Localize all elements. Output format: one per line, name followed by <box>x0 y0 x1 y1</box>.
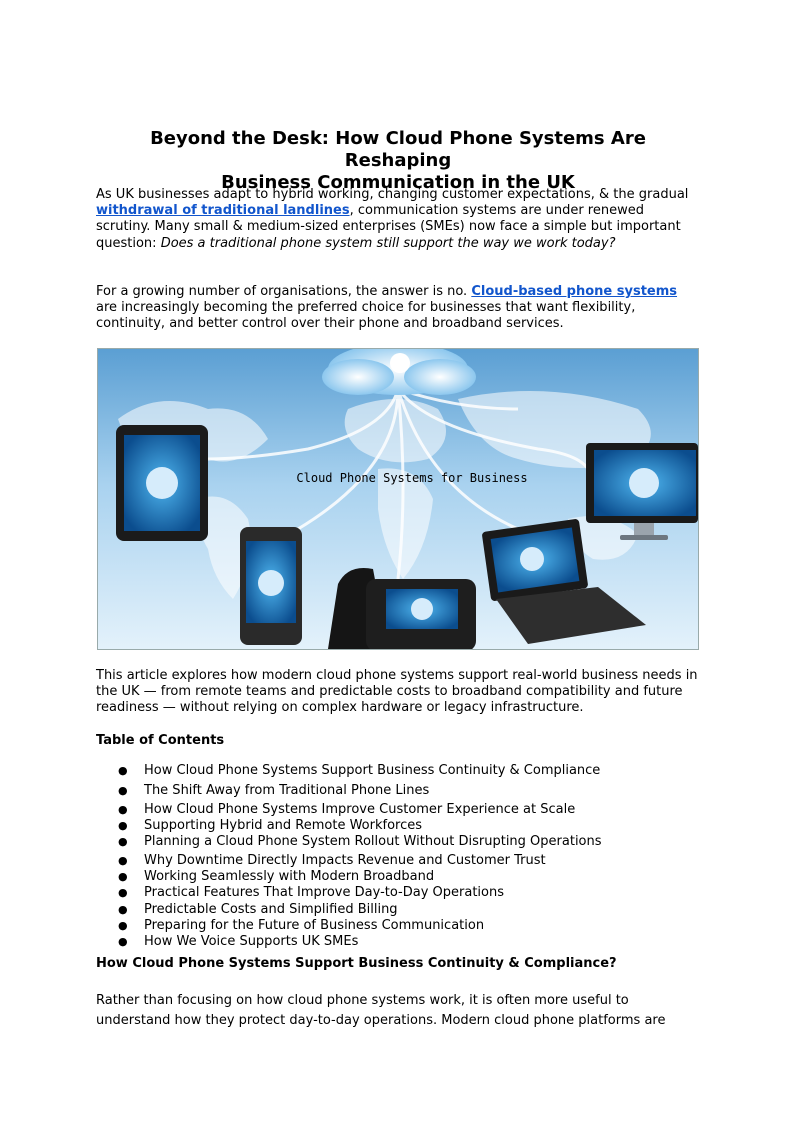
section-paragraph <box>96 991 700 1031</box>
bullet-icon: ● <box>118 886 128 899</box>
title-line-2: Business Communication in the UK <box>221 172 575 193</box>
toc-item-label: Practical Features That Improve Day-to-Day Operations <box>144 885 505 900</box>
toc-item-label: The Shift Away from Traditional Phone Lines <box>144 783 430 798</box>
bullet-icon: ● <box>118 870 128 883</box>
bullet-icon: ● <box>118 764 128 777</box>
bullet-icon: ● <box>118 784 128 797</box>
intro-text-1: As UK businesses adapt to hybrid working, changing customer expectations, & the gradual <box>96 187 689 202</box>
bullet-icon: ● <box>118 919 128 932</box>
figure-caption: Cloud Phone Systems for Business <box>296 471 528 485</box>
bullet-icon: ● <box>118 835 128 848</box>
toc-item-label: Why Downtime Directly Impacts Revenue and Customer Trust <box>144 853 546 868</box>
intro-paragraph-2 <box>96 284 700 333</box>
bullet-icon: ● <box>118 935 128 948</box>
toc-heading: Table of Contents <box>96 733 225 748</box>
intro-text-2: , communication systems are under renewed scrutiny. Many small & medium-sized enterprises (SMEs) now face a simple but important question: <box>96 203 681 251</box>
cloud-phone-illustration <box>97 348 699 650</box>
intro-question: Does a traditional phone system still support the way we work today? <box>160 235 616 251</box>
page-title <box>96 128 700 194</box>
bullet-icon: ● <box>118 854 128 867</box>
section-paragraph-line-2: understand how they protect day-to-day operations. Modern cloud phone platforms are <box>96 1013 666 1028</box>
desk-phone-device <box>328 568 476 650</box>
title-line-1: Beyond the Desk: How Cloud Phone Systems Are Reshaping <box>150 128 646 171</box>
smartphone-device <box>240 527 302 645</box>
tablet-device <box>116 425 208 541</box>
toc-item-label: Planning a Cloud Phone System Rollout Without Disrupting Operations <box>144 834 602 849</box>
bullet-icon: ● <box>118 903 128 916</box>
cloud-icon <box>322 349 476 395</box>
intro2-text-1: For a growing number of organisations, the answer is no. <box>96 284 472 299</box>
toc-item-label: Preparing for the Future of Business Communication <box>144 918 485 933</box>
bullet-icon: ● <box>118 803 128 816</box>
section-heading: How Cloud Phone Systems Support Business Continuity & Compliance? <box>96 956 617 971</box>
toc-item-label: Supporting Hybrid and Remote Workforces <box>144 818 422 833</box>
article-intro-paragraph: This article explores how modern cloud phone systems support real-world business needs in the UK — from remote teams and predictable costs to broadband compatibility and future readiness — without relying on complex hardware or legacy infrastructure. <box>96 668 698 716</box>
landlines-withdrawal-link[interactable]: withdrawal of traditional landlines <box>96 203 350 219</box>
illustration-svg <box>98 349 699 650</box>
bullet-icon: ● <box>118 819 128 832</box>
toc-item-label: Working Seamlessly with Modern Broadband <box>144 869 435 884</box>
section-paragraph-line-1: Rather than focusing on how cloud phone systems work, it is often more useful to <box>96 993 629 1008</box>
toc-item-label: How Cloud Phone Systems Improve Customer Experience at Scale <box>144 802 576 817</box>
toc-item-label: How We Voice Supports UK SMEs <box>144 934 359 949</box>
toc-item-label: How Cloud Phone Systems Support Business Continuity & Compliance <box>144 763 601 778</box>
cloud-phone-systems-link[interactable]: Cloud-based phone systems <box>471 284 678 299</box>
intro2-text-2: are increasingly becoming the preferred choice for businesses that want flexibility, continuity, and better control over their phone and broadband services. <box>96 300 636 332</box>
toc-item-label: Predictable Costs and Simplified Billing <box>144 902 398 917</box>
intro-paragraph <box>96 187 700 252</box>
